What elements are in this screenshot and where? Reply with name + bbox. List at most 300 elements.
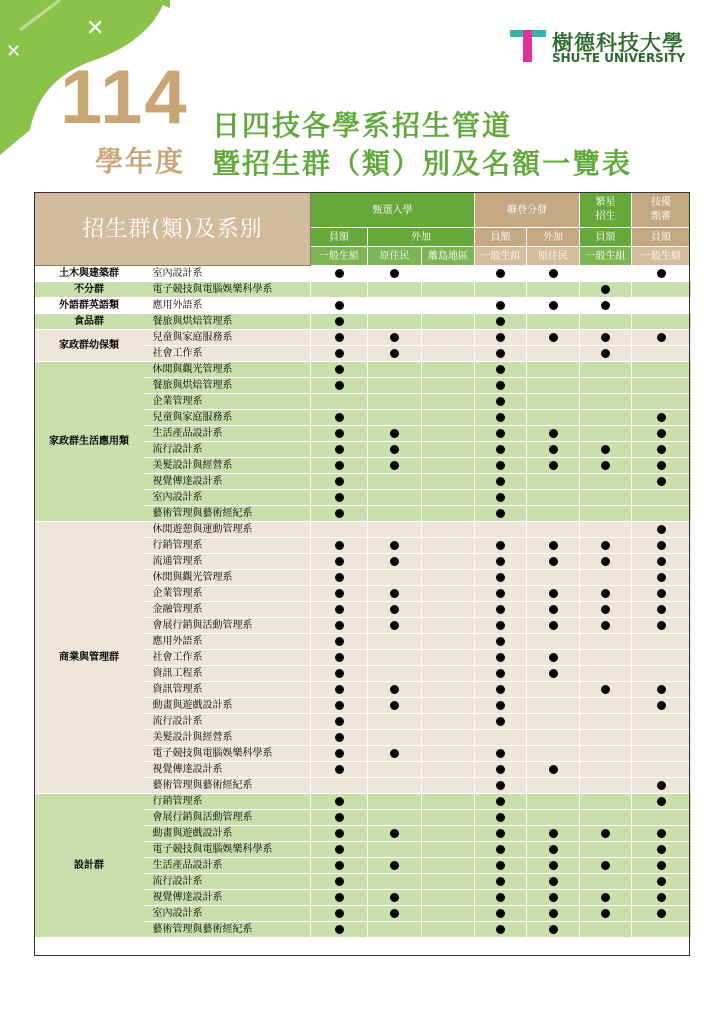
availability-cell — [475, 714, 527, 730]
availability-cell — [368, 570, 422, 586]
availability-dot-icon — [335, 349, 344, 358]
availability-cell — [422, 618, 475, 634]
department-name: 應用外語系 — [144, 634, 311, 650]
availability-cell — [580, 586, 632, 602]
availability-dot-icon — [657, 269, 666, 278]
availability-cell — [475, 266, 527, 282]
availability-cell — [632, 298, 691, 314]
column-header: 一般生組 — [632, 247, 691, 266]
availability-cell — [527, 842, 580, 858]
department-name: 資訊工程系 — [144, 666, 311, 682]
availability-cell — [475, 378, 527, 394]
availability-cell — [422, 426, 475, 442]
availability-dot-icon — [335, 269, 344, 278]
availability-cell — [311, 442, 368, 458]
availability-cell — [632, 378, 691, 394]
availability-cell — [475, 634, 527, 650]
availability-dot-icon — [390, 461, 399, 470]
availability-cell — [475, 842, 527, 858]
availability-dot-icon — [549, 605, 558, 614]
availability-cell — [632, 362, 691, 378]
department-name: 休閒遊憩與運動管理系 — [144, 522, 311, 538]
availability-cell — [475, 682, 527, 698]
availability-cell — [368, 682, 422, 698]
availability-dot-icon — [549, 621, 558, 630]
department-name: 餐旅與烘焙管理系 — [144, 314, 311, 330]
availability-dot-icon — [496, 813, 505, 822]
department-name: 應用外語系 — [144, 298, 311, 314]
availability-cell — [422, 570, 475, 586]
availability-cell — [527, 794, 580, 810]
availability-cell — [422, 506, 475, 522]
availability-cell — [475, 362, 527, 378]
availability-cell — [311, 554, 368, 570]
availability-dot-icon — [549, 877, 558, 886]
availability-cell — [368, 394, 422, 410]
availability-cell — [422, 554, 475, 570]
availability-cell — [580, 522, 632, 538]
availability-cell — [527, 394, 580, 410]
availability-cell — [527, 746, 580, 762]
availability-dot-icon — [335, 685, 344, 694]
availability-cell — [311, 810, 368, 826]
availability-dot-icon — [657, 541, 666, 550]
availability-cell — [311, 410, 368, 426]
availability-cell — [422, 538, 475, 554]
group-name: 家政群幼保類 — [35, 330, 144, 362]
availability-dot-icon — [335, 541, 344, 550]
availability-dot-icon — [335, 861, 344, 870]
availability-cell — [580, 330, 632, 346]
availability-dot-icon — [657, 685, 666, 694]
table-row — [35, 794, 691, 810]
department-name: 藝術管理與藝術經紀系 — [144, 922, 311, 938]
availability-cell — [580, 362, 632, 378]
availability-dot-icon — [496, 637, 505, 646]
availability-dot-icon — [496, 269, 505, 278]
availability-dot-icon — [657, 861, 666, 870]
logo-chinese-name: 樹德科技大學 — [552, 31, 684, 55]
channel-header-star: 繁星 招生 — [580, 193, 632, 228]
group-name: 外語群英語類 — [35, 298, 144, 314]
availability-dot-icon — [601, 333, 610, 342]
availability-dot-icon — [496, 893, 505, 902]
availability-cell — [422, 682, 475, 698]
department-name: 社會工作系 — [144, 650, 311, 666]
availability-cell — [632, 762, 691, 778]
sub-header-quota: 員額 — [311, 228, 368, 247]
channel-header-skill: 技優 甄審 — [632, 193, 691, 228]
availability-cell — [311, 490, 368, 506]
availability-cell — [311, 682, 368, 698]
availability-cell — [632, 714, 691, 730]
availability-dot-icon — [601, 829, 610, 838]
department-name: 企業管理系 — [144, 586, 311, 602]
availability-cell — [632, 570, 691, 586]
availability-dot-icon — [335, 701, 344, 710]
availability-cell — [632, 282, 691, 298]
sub-header-quota: 員額 — [580, 228, 632, 247]
availability-cell — [311, 890, 368, 906]
availability-dot-icon — [549, 589, 558, 598]
availability-cell — [632, 522, 691, 538]
availability-cell — [368, 650, 422, 666]
availability-cell — [632, 346, 691, 362]
availability-cell — [632, 266, 691, 282]
availability-dot-icon — [657, 525, 666, 534]
academic-year-number: 114 — [60, 55, 189, 140]
column-header: 原住民 — [527, 247, 580, 266]
availability-cell — [632, 682, 691, 698]
availability-cell — [311, 730, 368, 746]
availability-cell — [311, 426, 368, 442]
availability-dot-icon — [335, 909, 344, 918]
availability-dot-icon — [496, 845, 505, 854]
availability-cell — [580, 378, 632, 394]
department-name: 流行設計系 — [144, 874, 311, 890]
availability-cell — [527, 682, 580, 698]
department-name: 室內設計系 — [144, 906, 311, 922]
availability-dot-icon — [496, 701, 505, 710]
availability-cell — [632, 890, 691, 906]
availability-cell — [422, 442, 475, 458]
department-name: 美髮設計與經營系 — [144, 458, 311, 474]
availability-cell — [422, 490, 475, 506]
availability-cell — [422, 474, 475, 490]
availability-cell — [580, 474, 632, 490]
department-name: 視覺傳達設計系 — [144, 762, 311, 778]
availability-dot-icon — [549, 669, 558, 678]
availability-cell — [580, 682, 632, 698]
availability-cell — [527, 330, 580, 346]
availability-cell — [422, 666, 475, 682]
availability-cell — [475, 730, 527, 746]
availability-cell — [475, 778, 527, 794]
availability-cell — [475, 602, 527, 618]
availability-cell — [580, 442, 632, 458]
availability-cell — [527, 314, 580, 330]
availability-cell — [475, 922, 527, 938]
availability-dot-icon — [549, 429, 558, 438]
availability-cell — [475, 410, 527, 426]
availability-cell — [580, 506, 632, 522]
availability-cell — [311, 602, 368, 618]
availability-cell — [580, 314, 632, 330]
availability-cell — [311, 698, 368, 714]
availability-cell — [632, 506, 691, 522]
availability-cell — [368, 810, 422, 826]
availability-dot-icon — [657, 429, 666, 438]
availability-cell — [580, 458, 632, 474]
table-row — [35, 282, 691, 298]
availability-dot-icon — [601, 861, 610, 870]
availability-cell — [368, 442, 422, 458]
availability-dot-icon — [390, 349, 399, 358]
availability-cell — [632, 426, 691, 442]
availability-cell — [580, 650, 632, 666]
availability-dot-icon — [335, 845, 344, 854]
availability-cell — [527, 762, 580, 778]
table-row — [35, 266, 691, 282]
availability-cell — [475, 890, 527, 906]
channel-header-joint-allocation: 聯登分發 — [475, 193, 580, 228]
availability-cell — [580, 874, 632, 890]
availability-cell — [580, 746, 632, 762]
availability-dot-icon — [549, 653, 558, 662]
availability-cell — [422, 842, 475, 858]
availability-dot-icon — [496, 749, 505, 758]
availability-dot-icon — [657, 909, 666, 918]
availability-dot-icon — [335, 381, 344, 390]
availability-cell — [422, 698, 475, 714]
channel-header-selection: 甄選入學 — [311, 193, 475, 228]
availability-cell — [475, 474, 527, 490]
availability-dot-icon — [657, 333, 666, 342]
availability-cell — [475, 506, 527, 522]
department-name: 兒童與家庭服務系 — [144, 330, 311, 346]
availability-cell — [368, 858, 422, 874]
availability-dot-icon — [657, 893, 666, 902]
availability-cell — [368, 410, 422, 426]
availability-cell — [311, 842, 368, 858]
availability-dot-icon — [335, 797, 344, 806]
availability-dot-icon — [390, 557, 399, 566]
availability-dot-icon — [390, 621, 399, 630]
column-header: 一般生組 — [580, 247, 632, 266]
availability-cell — [580, 490, 632, 506]
table-row — [35, 362, 691, 378]
availability-cell — [632, 874, 691, 890]
availability-cell — [527, 458, 580, 474]
availability-dot-icon — [549, 845, 558, 854]
availability-cell — [632, 410, 691, 426]
availability-dot-icon — [335, 605, 344, 614]
availability-cell — [422, 810, 475, 826]
availability-dot-icon — [496, 589, 505, 598]
availability-cell — [580, 810, 632, 826]
availability-cell — [475, 330, 527, 346]
availability-dot-icon — [496, 365, 505, 374]
department-name: 視覺傳達設計系 — [144, 890, 311, 906]
availability-cell — [422, 522, 475, 538]
availability-cell — [368, 730, 422, 746]
availability-cell — [527, 554, 580, 570]
department-name: 資訊管理系 — [144, 682, 311, 698]
availability-cell — [580, 394, 632, 410]
department-name: 電子競技與電腦娛樂科學系 — [144, 842, 311, 858]
availability-cell — [527, 410, 580, 426]
group-name: 設計群 — [35, 794, 144, 938]
availability-dot-icon — [390, 333, 399, 342]
column-header: 離島地區 — [422, 247, 475, 266]
availability-cell — [368, 346, 422, 362]
department-name: 企業管理系 — [144, 394, 311, 410]
availability-cell — [527, 378, 580, 394]
availability-dot-icon — [657, 829, 666, 838]
availability-dot-icon — [496, 557, 505, 566]
availability-cell — [527, 906, 580, 922]
availability-cell — [311, 266, 368, 282]
availability-dot-icon — [496, 477, 505, 486]
column-header: 一般生組 — [311, 247, 368, 266]
availability-cell — [368, 490, 422, 506]
availability-dot-icon — [390, 829, 399, 838]
group-name: 家政群生活應用類 — [35, 362, 144, 522]
availability-cell — [422, 922, 475, 938]
availability-cell — [311, 634, 368, 650]
availability-cell — [527, 506, 580, 522]
availability-cell — [368, 314, 422, 330]
availability-dot-icon — [549, 829, 558, 838]
availability-cell — [311, 826, 368, 842]
availability-cell — [475, 794, 527, 810]
department-name: 兒童與家庭服務系 — [144, 410, 311, 426]
availability-cell — [475, 858, 527, 874]
availability-cell — [527, 602, 580, 618]
availability-cell — [527, 586, 580, 602]
availability-dot-icon — [496, 493, 505, 502]
availability-cell — [580, 666, 632, 682]
availability-cell — [632, 490, 691, 506]
availability-dot-icon — [549, 541, 558, 550]
availability-cell — [311, 506, 368, 522]
availability-dot-icon — [549, 909, 558, 918]
availability-dot-icon — [496, 669, 505, 678]
availability-dot-icon — [335, 445, 344, 454]
university-logo-icon — [510, 28, 546, 64]
availability-cell — [580, 634, 632, 650]
availability-dot-icon — [335, 893, 344, 902]
availability-cell — [368, 378, 422, 394]
availability-cell — [311, 746, 368, 762]
availability-cell — [527, 282, 580, 298]
availability-cell — [311, 538, 368, 554]
availability-cell — [580, 794, 632, 810]
availability-cell — [311, 794, 368, 810]
availability-cell — [527, 426, 580, 442]
availability-cell — [632, 730, 691, 746]
availability-cell — [527, 634, 580, 650]
availability-cell — [580, 762, 632, 778]
availability-cell — [632, 906, 691, 922]
availability-cell — [422, 298, 475, 314]
availability-dot-icon — [496, 333, 505, 342]
department-name: 生活產品設計系 — [144, 426, 311, 442]
availability-dot-icon — [496, 317, 505, 326]
availability-dot-icon — [335, 477, 344, 486]
availability-cell — [475, 906, 527, 922]
availability-cell — [475, 666, 527, 682]
availability-dot-icon — [335, 557, 344, 566]
availability-cell — [422, 378, 475, 394]
availability-cell — [580, 922, 632, 938]
availability-cell — [475, 874, 527, 890]
availability-dot-icon — [335, 429, 344, 438]
availability-dot-icon — [335, 317, 344, 326]
availability-dot-icon — [657, 477, 666, 486]
availability-cell — [580, 554, 632, 570]
availability-dot-icon — [496, 573, 505, 582]
department-name: 會展行銷與活動管理系 — [144, 810, 311, 826]
availability-dot-icon — [549, 765, 558, 774]
department-name: 行銷管理系 — [144, 538, 311, 554]
availability-cell — [475, 282, 527, 298]
availability-cell — [475, 698, 527, 714]
sub-header-extra: 外加 — [368, 228, 475, 247]
availability-cell — [422, 650, 475, 666]
availability-cell — [368, 762, 422, 778]
availability-dot-icon — [496, 909, 505, 918]
availability-dot-icon — [601, 685, 610, 694]
availability-cell — [422, 826, 475, 842]
availability-dot-icon — [335, 669, 344, 678]
availability-cell — [311, 778, 368, 794]
availability-cell — [527, 826, 580, 842]
availability-cell — [580, 538, 632, 554]
page-title-line2: 暨招生群（類）別及名額一覽表 — [212, 147, 633, 180]
availability-cell — [632, 442, 691, 458]
svg-text:✕: ✕ — [6, 41, 22, 62]
department-name: 流行設計系 — [144, 442, 311, 458]
availability-cell — [632, 826, 691, 842]
table-row — [35, 522, 691, 538]
availability-cell — [527, 490, 580, 506]
column-header: 原住民 — [368, 247, 422, 266]
availability-cell — [475, 762, 527, 778]
availability-cell — [368, 698, 422, 714]
department-name: 動畫與遊戲設計系 — [144, 698, 311, 714]
availability-cell — [422, 586, 475, 602]
availability-dot-icon — [496, 413, 505, 422]
table-row — [35, 330, 691, 346]
availability-cell — [311, 346, 368, 362]
availability-cell — [527, 570, 580, 586]
department-name: 流通管理系 — [144, 554, 311, 570]
availability-dot-icon — [390, 541, 399, 550]
availability-dot-icon — [496, 461, 505, 470]
department-name: 室內設計系 — [144, 490, 311, 506]
availability-cell — [580, 298, 632, 314]
table-row — [35, 314, 691, 330]
availability-cell — [527, 346, 580, 362]
availability-cell — [368, 746, 422, 762]
availability-cell — [580, 618, 632, 634]
availability-cell — [475, 618, 527, 634]
availability-cell — [580, 906, 632, 922]
availability-dot-icon — [496, 685, 505, 694]
availability-dot-icon — [601, 301, 610, 310]
availability-dot-icon — [601, 589, 610, 598]
availability-cell — [580, 842, 632, 858]
availability-cell — [632, 842, 691, 858]
availability-dot-icon — [549, 333, 558, 342]
availability-dot-icon — [657, 573, 666, 582]
availability-cell — [475, 490, 527, 506]
availability-dot-icon — [335, 925, 344, 934]
availability-dot-icon — [335, 573, 344, 582]
column-header: 一般生組 — [475, 247, 527, 266]
availability-cell — [311, 874, 368, 890]
availability-cell — [475, 650, 527, 666]
availability-cell — [475, 394, 527, 410]
availability-cell — [368, 794, 422, 810]
availability-cell — [368, 826, 422, 842]
availability-dot-icon — [496, 877, 505, 886]
department-name: 金融管理系 — [144, 602, 311, 618]
sub-header-extra: 外加 — [527, 228, 580, 247]
availability-cell — [632, 394, 691, 410]
availability-dot-icon — [335, 365, 344, 374]
